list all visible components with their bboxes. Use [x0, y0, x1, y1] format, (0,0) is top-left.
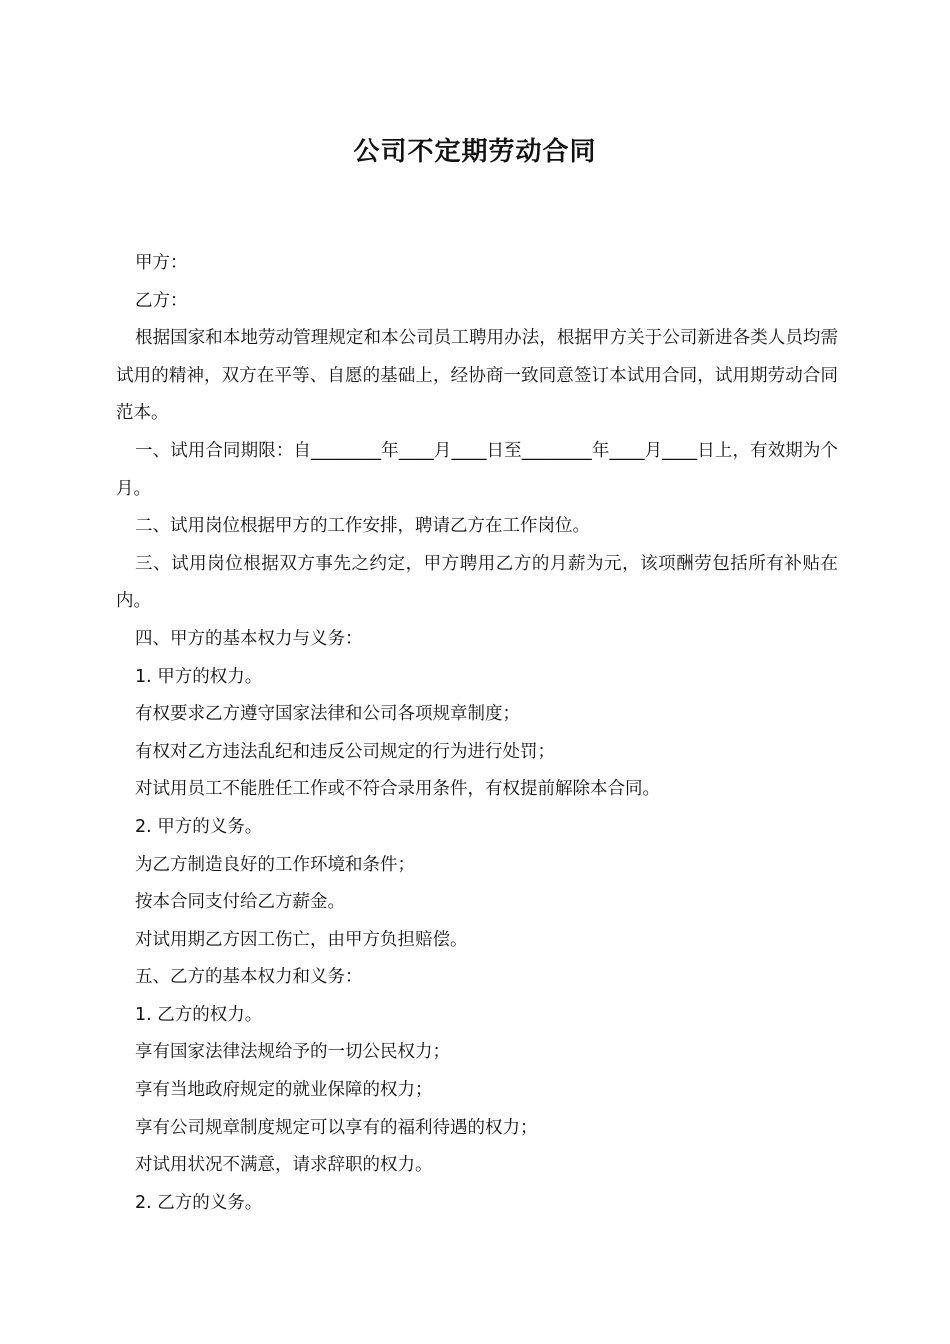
clause-5-1-heading: 1. 乙方的权力。 — [135, 1004, 263, 1025]
clause-5-1-item: 对试用状况不满意，请求辞职的权力。 — [135, 1155, 433, 1176]
document-body — [116, 245, 838, 1222]
party-a-line: 甲方： — [135, 253, 188, 273]
clause-4-2-heading: 2. 甲方的义务。 — [135, 816, 263, 837]
clause-1-term: 一、试用合同期限：自________年____月____日至________年____月____日上，有效期为个月。 — [116, 440, 838, 499]
clause-4-2-item: 对试用期乙方因工伤亡，由甲方负担赔偿。 — [135, 929, 468, 950]
clause-5-1-item: 享有公司规章制度规定可以享有的福利待遇的权力； — [135, 1117, 538, 1138]
clause-4-1-item: 有权要求乙方遵守国家法律和公司各项规章制度； — [135, 704, 520, 725]
clause-2-position: 二、试用岗位根据甲方的工作安排，聘请乙方在工作岗位。 — [135, 516, 590, 537]
clause-4-1-item: 有权对乙方违法乱纪和违反公司规定的行为进行处罚； — [135, 741, 555, 762]
clause-4-heading: 四、甲方的基本权力与义务： — [135, 628, 363, 649]
clause-4-2-item: 按本合同支付给乙方薪金。 — [135, 892, 345, 913]
clause-4-2-item: 为乙方制造良好的工作环境和条件； — [135, 854, 415, 875]
party-b-line: 乙方： — [135, 290, 188, 311]
document-title: 公司不定期劳动合同 — [353, 137, 597, 167]
clause-5-2-heading: 2. 乙方的义务。 — [135, 1192, 263, 1213]
clause-5-1-item: 享有国家法律法规给予的一切公民权力； — [135, 1042, 450, 1063]
preamble-paragraph: 根据国家和本地劳动管理规定和本公司员工聘用办法，根据甲方关于公司新进各类人员均需试用的精神，双方在平等、自愿的基础上，经协商一致同意签订本试用合同，试用期劳动合同范本。 — [116, 328, 838, 424]
clause-3-salary: 三、试用岗位根据双方事先之约定，甲方聘用乙方的月薪为元，该项酬劳包括所有补贴在内。 — [116, 553, 838, 612]
clause-4-1-item: 对试用员工不能胜任工作或不符合录用条件，有权提前解除本合同。 — [135, 779, 660, 800]
clause-5-1-item: 享有当地政府规定的就业保障的权力； — [135, 1080, 433, 1101]
clause-4-1-heading: 1. 甲方的权力。 — [135, 666, 263, 687]
clause-5-heading: 五、乙方的基本权力和义务： — [135, 967, 363, 988]
